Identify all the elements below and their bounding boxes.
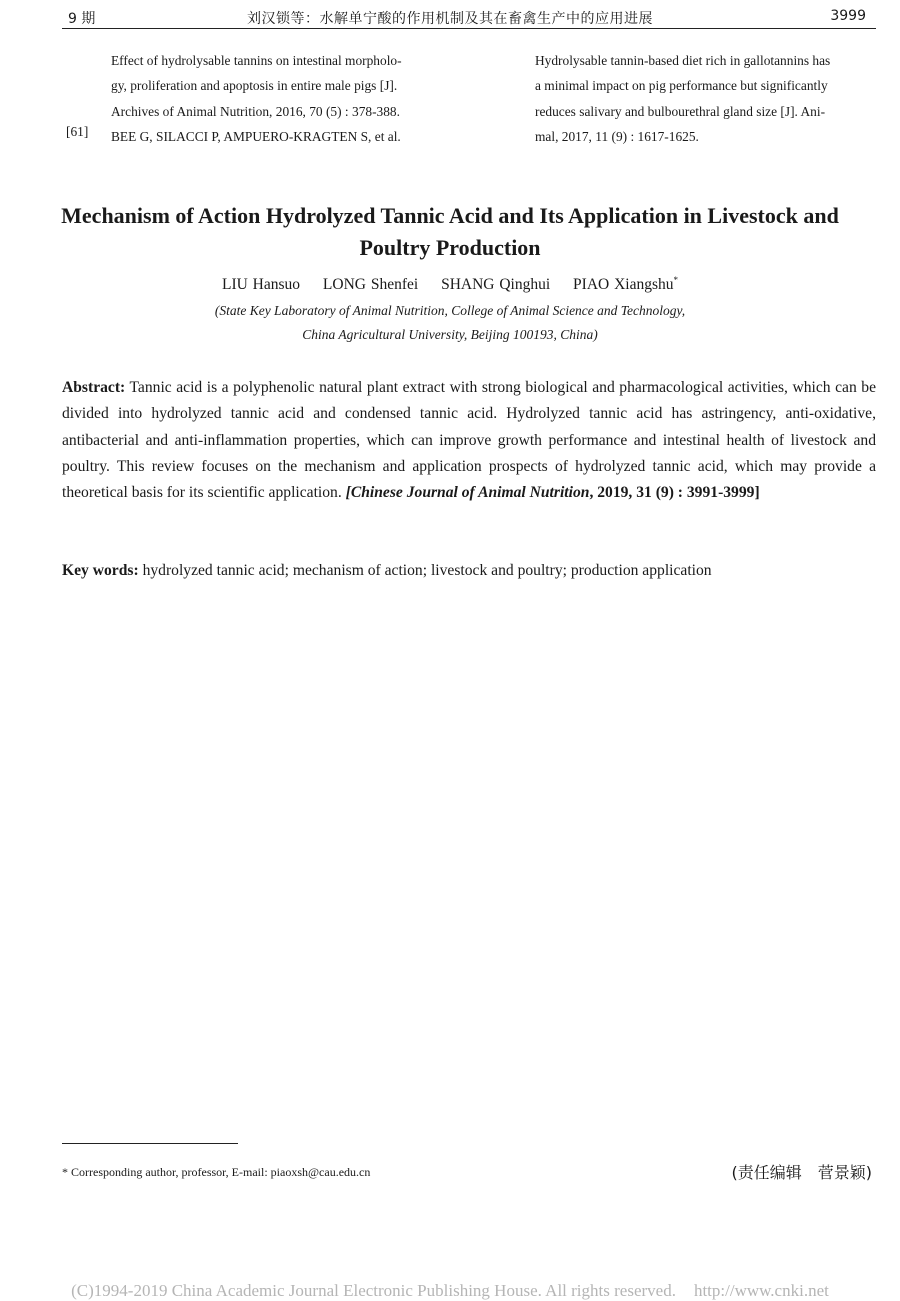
- reference-column-left: [111, 48, 456, 150]
- abstract-label: Abstract:: [62, 379, 126, 396]
- copyright-watermark: [0, 1281, 900, 1301]
- reference-line: Archives of Animal Nutrition, 2016, 70 (5) : 378-388.: [111, 103, 400, 119]
- citation-numbers: , 2019, 31 (9) : 3991-3999]: [589, 484, 760, 502]
- footnote-divider: [62, 1143, 238, 1144]
- paper-title: Mechanism of Action Hydrolyzed Tannic Acid and Its Application in Livestock and Poultry Production: [61, 203, 839, 260]
- citation-journal: [Chinese Journal of Animal Nutrition: [345, 484, 590, 502]
- abstract-text: Tannic acid is a polyphenolic natural plant extract with strong biological and pharmacological activities, which can be divided into hydrolyzed tannic acid and condensed tannic acid. Hydrolyzed tannic acid has astringency, anti-oxidative, antibacterial and anti-inflammation properties, which can improve growth performance and intestinal health of livestock and poultry. This review focuses on the mechanism and application prospects of hydrolyzed tannic acid, which may provide a theoretical basis for its scientific application.: [62, 379, 876, 502]
- keywords-text: hydrolyzed tannic acid; mechanism of action; livestock and poultry; production application: [142, 562, 712, 579]
- watermark-url: http://www.cnki.net: [693, 1281, 829, 1300]
- reference-column-right: [535, 48, 878, 150]
- affiliation-line: (State Key Laboratory of Animal Nutrition, College of Animal Science and Technology,: [214, 303, 686, 318]
- affiliation-line: China Agricultural University, Beijing 100193, China): [302, 327, 598, 342]
- author-name: LONG Shenfei: [322, 276, 419, 294]
- keywords-label: Key words:: [62, 562, 139, 579]
- issue-number: 9 期: [68, 11, 96, 27]
- running-title: 刘汉锁等：水解单宁酸的作用机制及其在畜禽生产中的应用进展: [247, 11, 653, 27]
- reference-line: BEE G, SILACCI P, AMPUERO-KRAGTEN S, et al.: [111, 129, 401, 145]
- footnote: * Corresponding author, professor, E-mail: piaoxsh@cau.edu.cn: [62, 1165, 371, 1179]
- reference-line: a minimal impact on pig performance but significantly: [535, 78, 828, 94]
- reference-line: Hydrolysable tannin-based diet rich in gallotannins has: [535, 53, 831, 68]
- author-name: LIU Hansuo: [221, 276, 301, 294]
- author-name: PIAO Xiangshu: [573, 276, 674, 294]
- author-name: SHANG Qinghui: [441, 276, 551, 294]
- reference-line: gy, proliferation and apoptosis in entire male pigs [J].: [111, 78, 398, 94]
- abstract: [62, 375, 876, 506]
- reference-number: [61]: [66, 124, 89, 139]
- page-number: 3999: [830, 8, 866, 24]
- reference-line: reduces salivary and bulbourethral gland size [J]. Ani-: [535, 103, 826, 119]
- keywords: [62, 562, 876, 580]
- reference-line: mal, 2017, 11 (9) : 1617-1625.: [535, 129, 699, 145]
- copyright-text: (C)1994-2019 China Academic Journal Electronic Publishing House. All rights reserved.: [71, 1281, 676, 1300]
- author-list: [0, 275, 900, 294]
- header-divider: [62, 28, 876, 29]
- reference-line: Effect of hydrolysable tannins on intestinal morpholo-: [111, 53, 402, 68]
- editor-credit: (责任编辑 菅景颖): [731, 1163, 872, 1182]
- corresponding-mark: *: [673, 275, 678, 285]
